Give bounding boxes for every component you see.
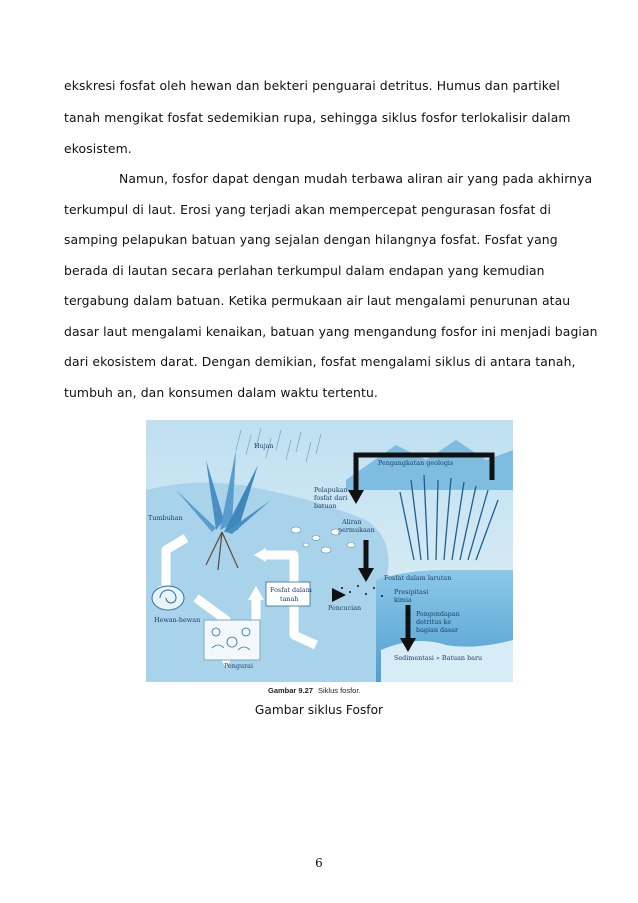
figure-caption: Gambar siklus Fosfor bbox=[254, 703, 384, 717]
label-aliran-2: permukaan bbox=[338, 526, 375, 534]
label-aliran-1: Aliran bbox=[342, 518, 362, 526]
label-pengendapan-1: Pengendapan bbox=[416, 610, 460, 618]
text-line: berada di lautan secara perlahan terkumpul dalam endapan yang kemudian bbox=[64, 263, 545, 278]
snail bbox=[152, 586, 184, 610]
label-presipitasi-1: Presipitasi bbox=[394, 588, 429, 596]
text-line: samping pelapukan batuan yang sejalan dengan hilangnya fosfat. Fosfat yang bbox=[64, 232, 558, 247]
label-tumbuhan: Tumbuhan bbox=[148, 514, 183, 522]
label-pencucian: Pencucian bbox=[328, 604, 362, 612]
page-number: 6 bbox=[315, 856, 323, 870]
label-pengangkatan: Pengangkatan geologis bbox=[378, 459, 454, 467]
text-line: terkumpul di laut. Erosi yang terjadi akan mempercepat pengurasan fosfat di bbox=[64, 202, 552, 217]
label-presipitasi-2: kimia bbox=[394, 596, 412, 604]
text-line: dari ekosistem darat. Dengan demikian, fosfat mengalami siklus di antara tanah, bbox=[64, 354, 576, 369]
label-hewan: Hewan-hewan bbox=[154, 616, 201, 624]
text-line: Namun, fosfor dapat dengan mudah terbawa aliran air yang pada akhirnya bbox=[119, 171, 593, 186]
label-hujan: Hujan bbox=[254, 442, 274, 450]
text-line: ekosistem. bbox=[64, 141, 132, 156]
phosphorus-cycle-figure bbox=[146, 420, 513, 700]
text-line: tergabung dalam batuan. Ketika permukaan air laut mengalami penurunan atau bbox=[64, 293, 571, 308]
text-line: tumbuh an, dan konsumen dalam waktu tertentu. bbox=[64, 385, 378, 400]
text-line: tanah mengikat fosfat sedemikian rupa, sehingga siklus fosfor terlokalisir dalam bbox=[64, 110, 571, 125]
decomposer-box bbox=[204, 620, 260, 660]
label-pengendapan-3: bagian dasar bbox=[416, 626, 459, 634]
label-pengurai: Pengurai bbox=[224, 662, 254, 670]
label-fosfat-tanah-1: Fosfat dalam bbox=[270, 586, 312, 594]
figure-caption-number: Gambar 9.27 bbox=[268, 686, 314, 695]
label-fosfat-larutan: Fosfat dalam larutan bbox=[384, 574, 452, 582]
text-line: dasar laut mengalami kenaikan, batuan yang mengandung fosfor ini menjadi bagian bbox=[64, 324, 598, 339]
label-pelapukan-3: batuan bbox=[314, 502, 337, 510]
label-pelapukan-1: Pelapukan bbox=[314, 486, 348, 494]
label-fosfat-tanah-2: tanah bbox=[280, 595, 299, 603]
figure-caption-text: Siklus fosfor. bbox=[318, 686, 361, 695]
label-sedimentasi: Sedimentasi » Batuan baru bbox=[394, 654, 483, 662]
label-pelapukan-2: fosfat dari bbox=[314, 494, 348, 502]
label-pengendapan-2: detritus ke bbox=[416, 618, 452, 626]
text-line: ekskresi fosfat oleh hewan dan bekteri penguarai detritus. Humus dan partikel bbox=[64, 78, 560, 93]
